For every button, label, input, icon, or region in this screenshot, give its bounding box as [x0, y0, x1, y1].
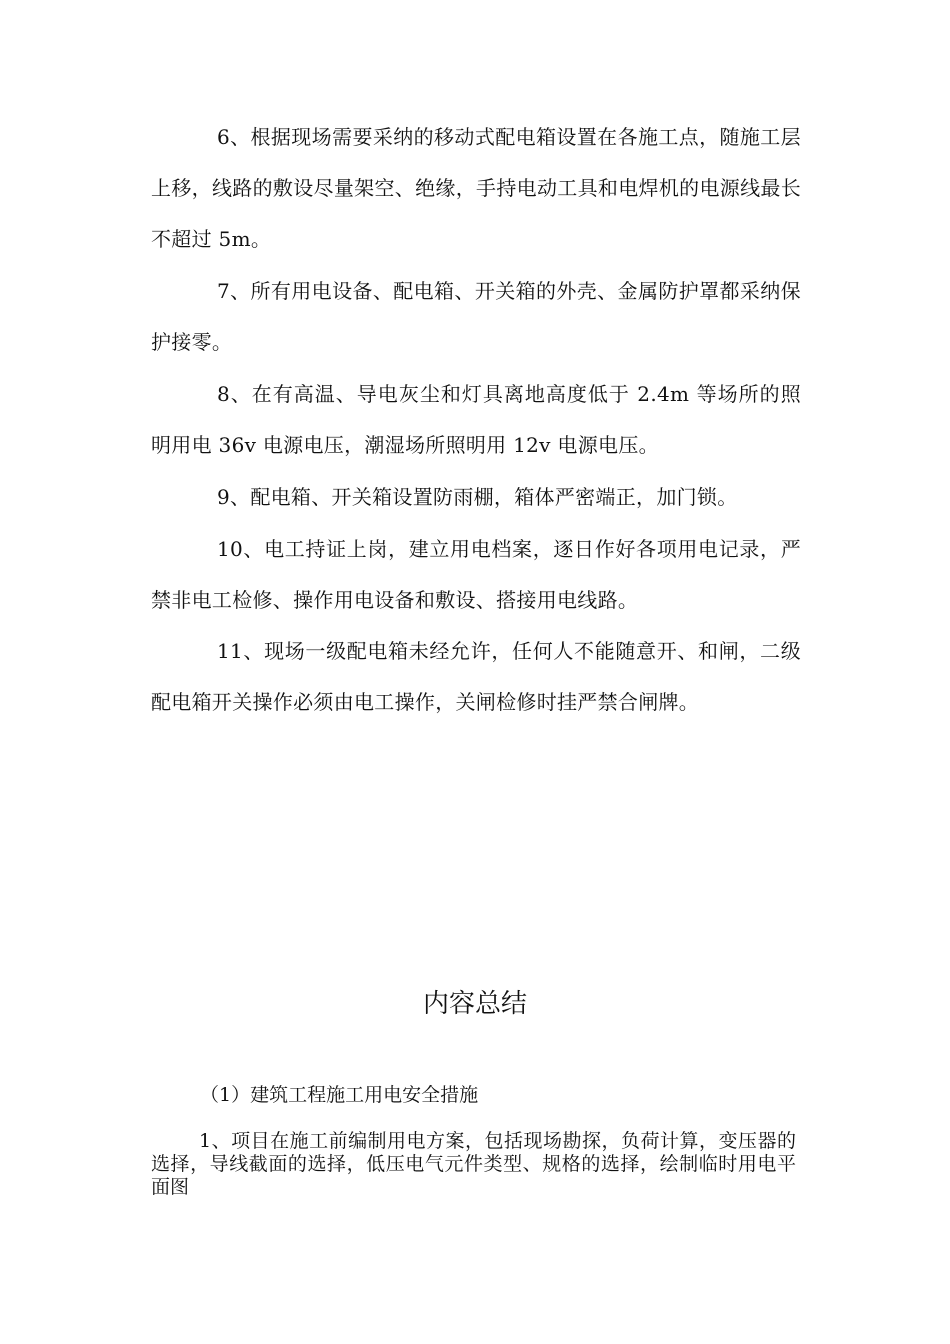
paragraph-item-9: 9、配电箱、开关箱设置防雨棚，箱体严密端正，加门锁。: [217, 485, 738, 509]
summary-paragraph: 1、项目在施工前编制用电方案，包括现场勘探，负荷计算，变压器的选择，导线截面的选择，低压电气元件类型、规格的选择，绘制临时用电平面图: [151, 1130, 796, 1198]
paragraph-item-10: 10、电工持证上岗，建立用电档案，逐日作好各项用电记录，严禁非电工检修、操作用电设备和敷设、搭接用电线路。: [151, 537, 801, 612]
paragraph-item-8: 8、在有高温、导电灰尘和灯具离地高度低于 2.4m 等场所的照明用电 36v 电源电压，潮湿场所照明用 12v 电源电压。: [151, 382, 801, 457]
paragraph-item-11: 11、现场一级配电箱未经允许，任何人不能随意开、和闸，二级配电箱开关操作必须由电工操作，关闸检修时挂严禁合闸牌。: [151, 639, 801, 714]
paragraph-item-6: 6、根据现场需要采纳的移动式配电箱设置在各施工点，随施工层上移，线路的敷设尽量架空、绝缘，手持电动工具和电焊机的电源线最长不超过 5m。: [151, 125, 801, 251]
paragraph-item-7: 7、所有用电设备、配电箱、开关箱的外壳、金属防护罩都采纳保护接零。: [151, 279, 801, 354]
summary-heading: （1）建筑工程施工用电安全措施: [200, 1084, 479, 1106]
summary-title: 内容总结: [422, 989, 527, 1019]
